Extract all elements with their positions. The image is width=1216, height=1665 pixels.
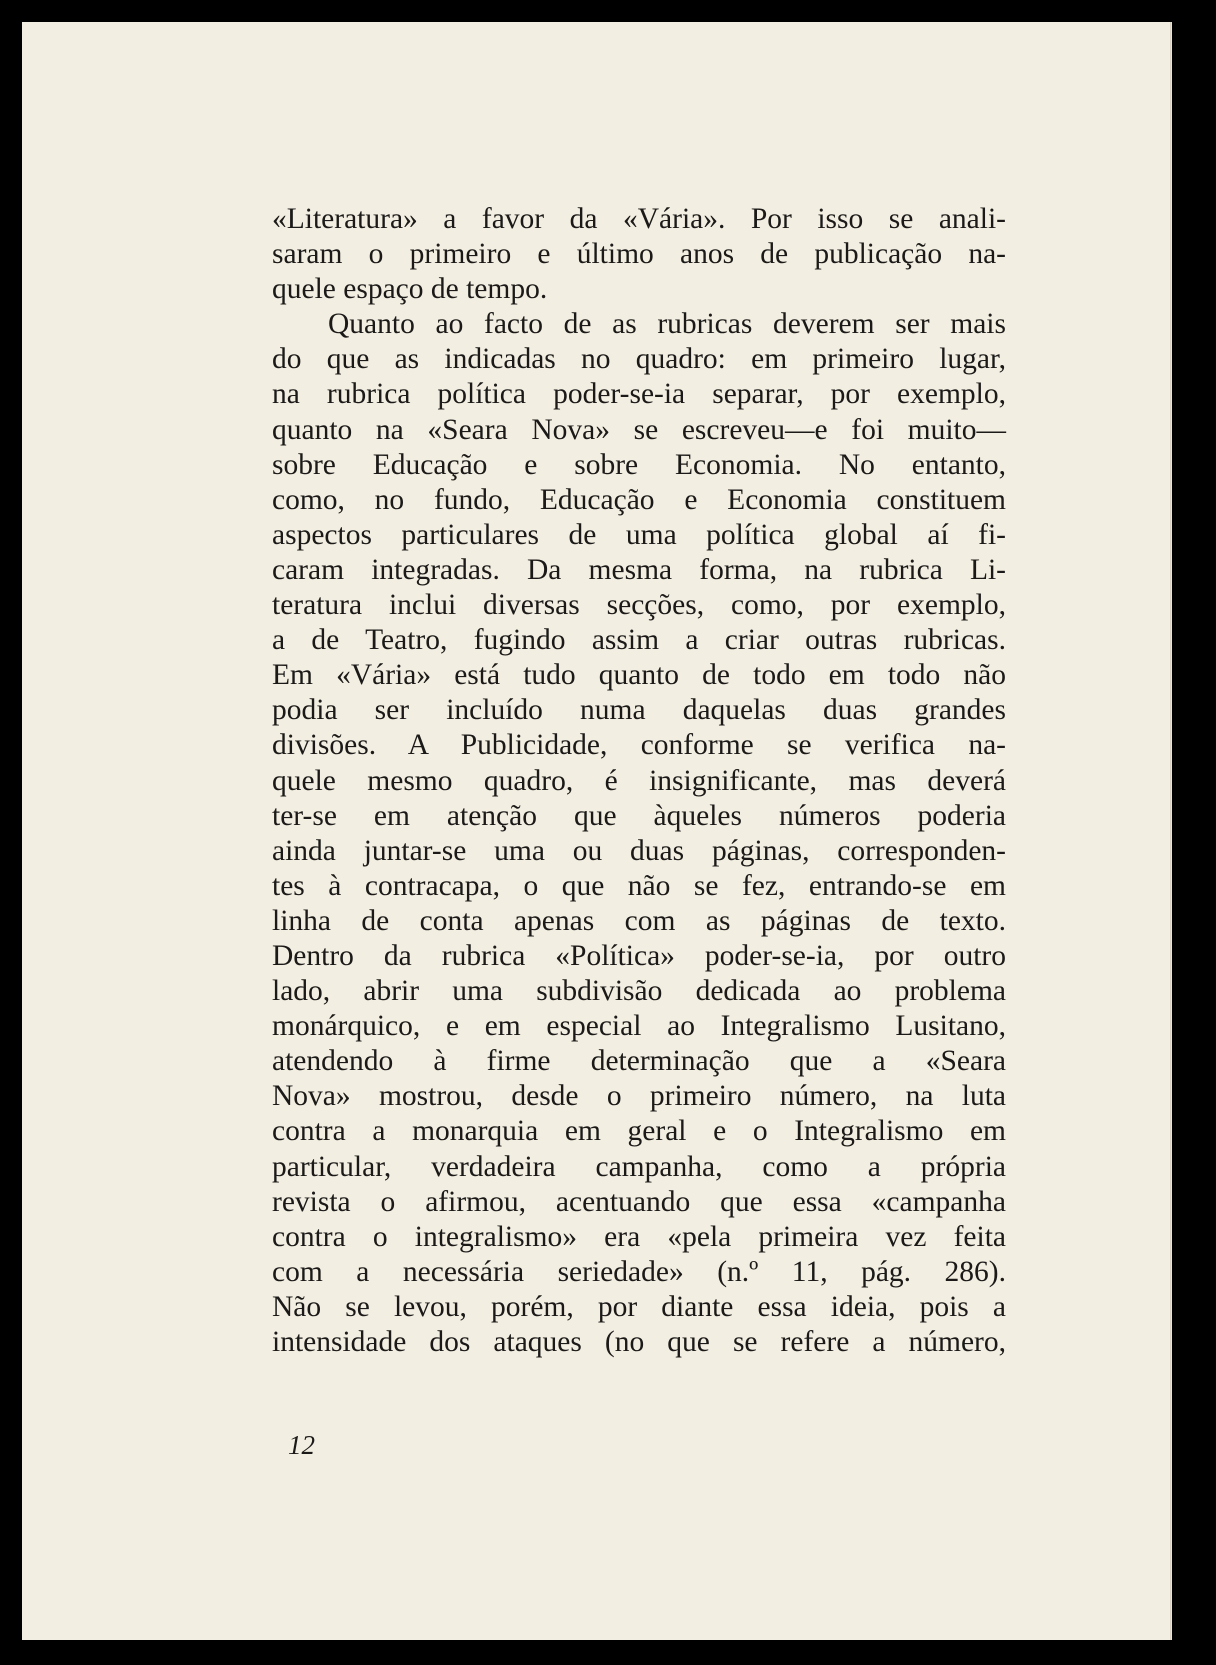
text-line: podia ser incluído numa daquelas duas grandes [272, 694, 1006, 727]
text-line: quele mesmo quadro, é insignificante, mas deverá [272, 764, 1006, 797]
text-line: ainda juntar-se uma ou duas páginas, corresponden- [272, 834, 1006, 867]
text-line: linha de conta apenas com as páginas de texto. [272, 904, 1006, 937]
book-page [22, 22, 1172, 1640]
text-line: Não se levou, porém, por diante essa ideia, pois a [272, 1290, 1006, 1323]
text-line: quele espaço de tempo. [272, 273, 548, 306]
text-line: sobre Educação e sobre Economia. No entanto, [272, 448, 1006, 481]
text-line: intensidade dos ataques (no que se refere a número, [272, 1326, 1006, 1358]
text-line: revista o afirmou, acentuando que essa «campanha [272, 1185, 1006, 1218]
page-number: 12 [288, 1430, 315, 1460]
text-line: aspectos particulares de uma política global aí fi- [272, 518, 1006, 551]
text-line: como, no fundo, Educação e Economia constituem [272, 483, 1006, 516]
text-line: caram integradas. Da mesma forma, na rubrica Li- [272, 553, 1006, 586]
text-line: tes à contracapa, o que não se fez, entrando-se em [272, 869, 1006, 902]
text-line: lado, abrir uma subdivisão dedicada ao problema [272, 975, 1006, 1008]
text-line: teratura inclui diversas secções, como, por exemplo, [272, 589, 1006, 622]
text-line: com a necessária seriedade» (n.º 11, pág. 286). [272, 1255, 1006, 1288]
text-line: Quanto ao facto de as rubricas deverem ser mais [328, 308, 1006, 341]
text-line: contra o integralismo» era «pela primeira vez feita [272, 1220, 1006, 1253]
text-line: atendendo à firme determinação que a «Seara [272, 1045, 1006, 1078]
text-line: quanto na «Seara Nova» se escreveu—e foi muito— [272, 413, 1006, 446]
text-line: «Literatura» a favor da «Vária». Por isso se anali- [272, 203, 1006, 235]
text-line: Nova» mostrou, desde o primeiro número, na luta [272, 1080, 1006, 1113]
text-line: a de Teatro, fugindo assim a criar outras rubricas. [272, 624, 1006, 657]
text-line: monárquico, e em especial ao Integralismo Lusitano, [272, 1010, 1006, 1043]
page-edge [1170, 22, 1172, 1640]
text-line: contra a monarquia em geral e o Integralismo em [272, 1115, 1006, 1148]
text-line: ter-se em atenção que àqueles números poderia [272, 799, 1006, 832]
text-line: saram o primeiro e último anos de publicação na- [272, 238, 1006, 271]
text-line: particular, verdadeira campanha, como a própria [272, 1150, 1006, 1183]
text-line: divisões. A Publicidade, conforme se verifica na- [272, 729, 1006, 762]
text-line: Dentro da rubrica «Política» poder-se-ia, por outro [272, 939, 1006, 972]
body-text [272, 202, 1006, 1360]
text-line: Em «Vária» está tudo quanto de todo em todo não [272, 659, 1006, 692]
text-line: do que as indicadas no quadro: em primeiro lugar, [272, 343, 1006, 376]
text-line: na rubrica política poder-se-ia separar, por exemplo, [272, 378, 1006, 411]
